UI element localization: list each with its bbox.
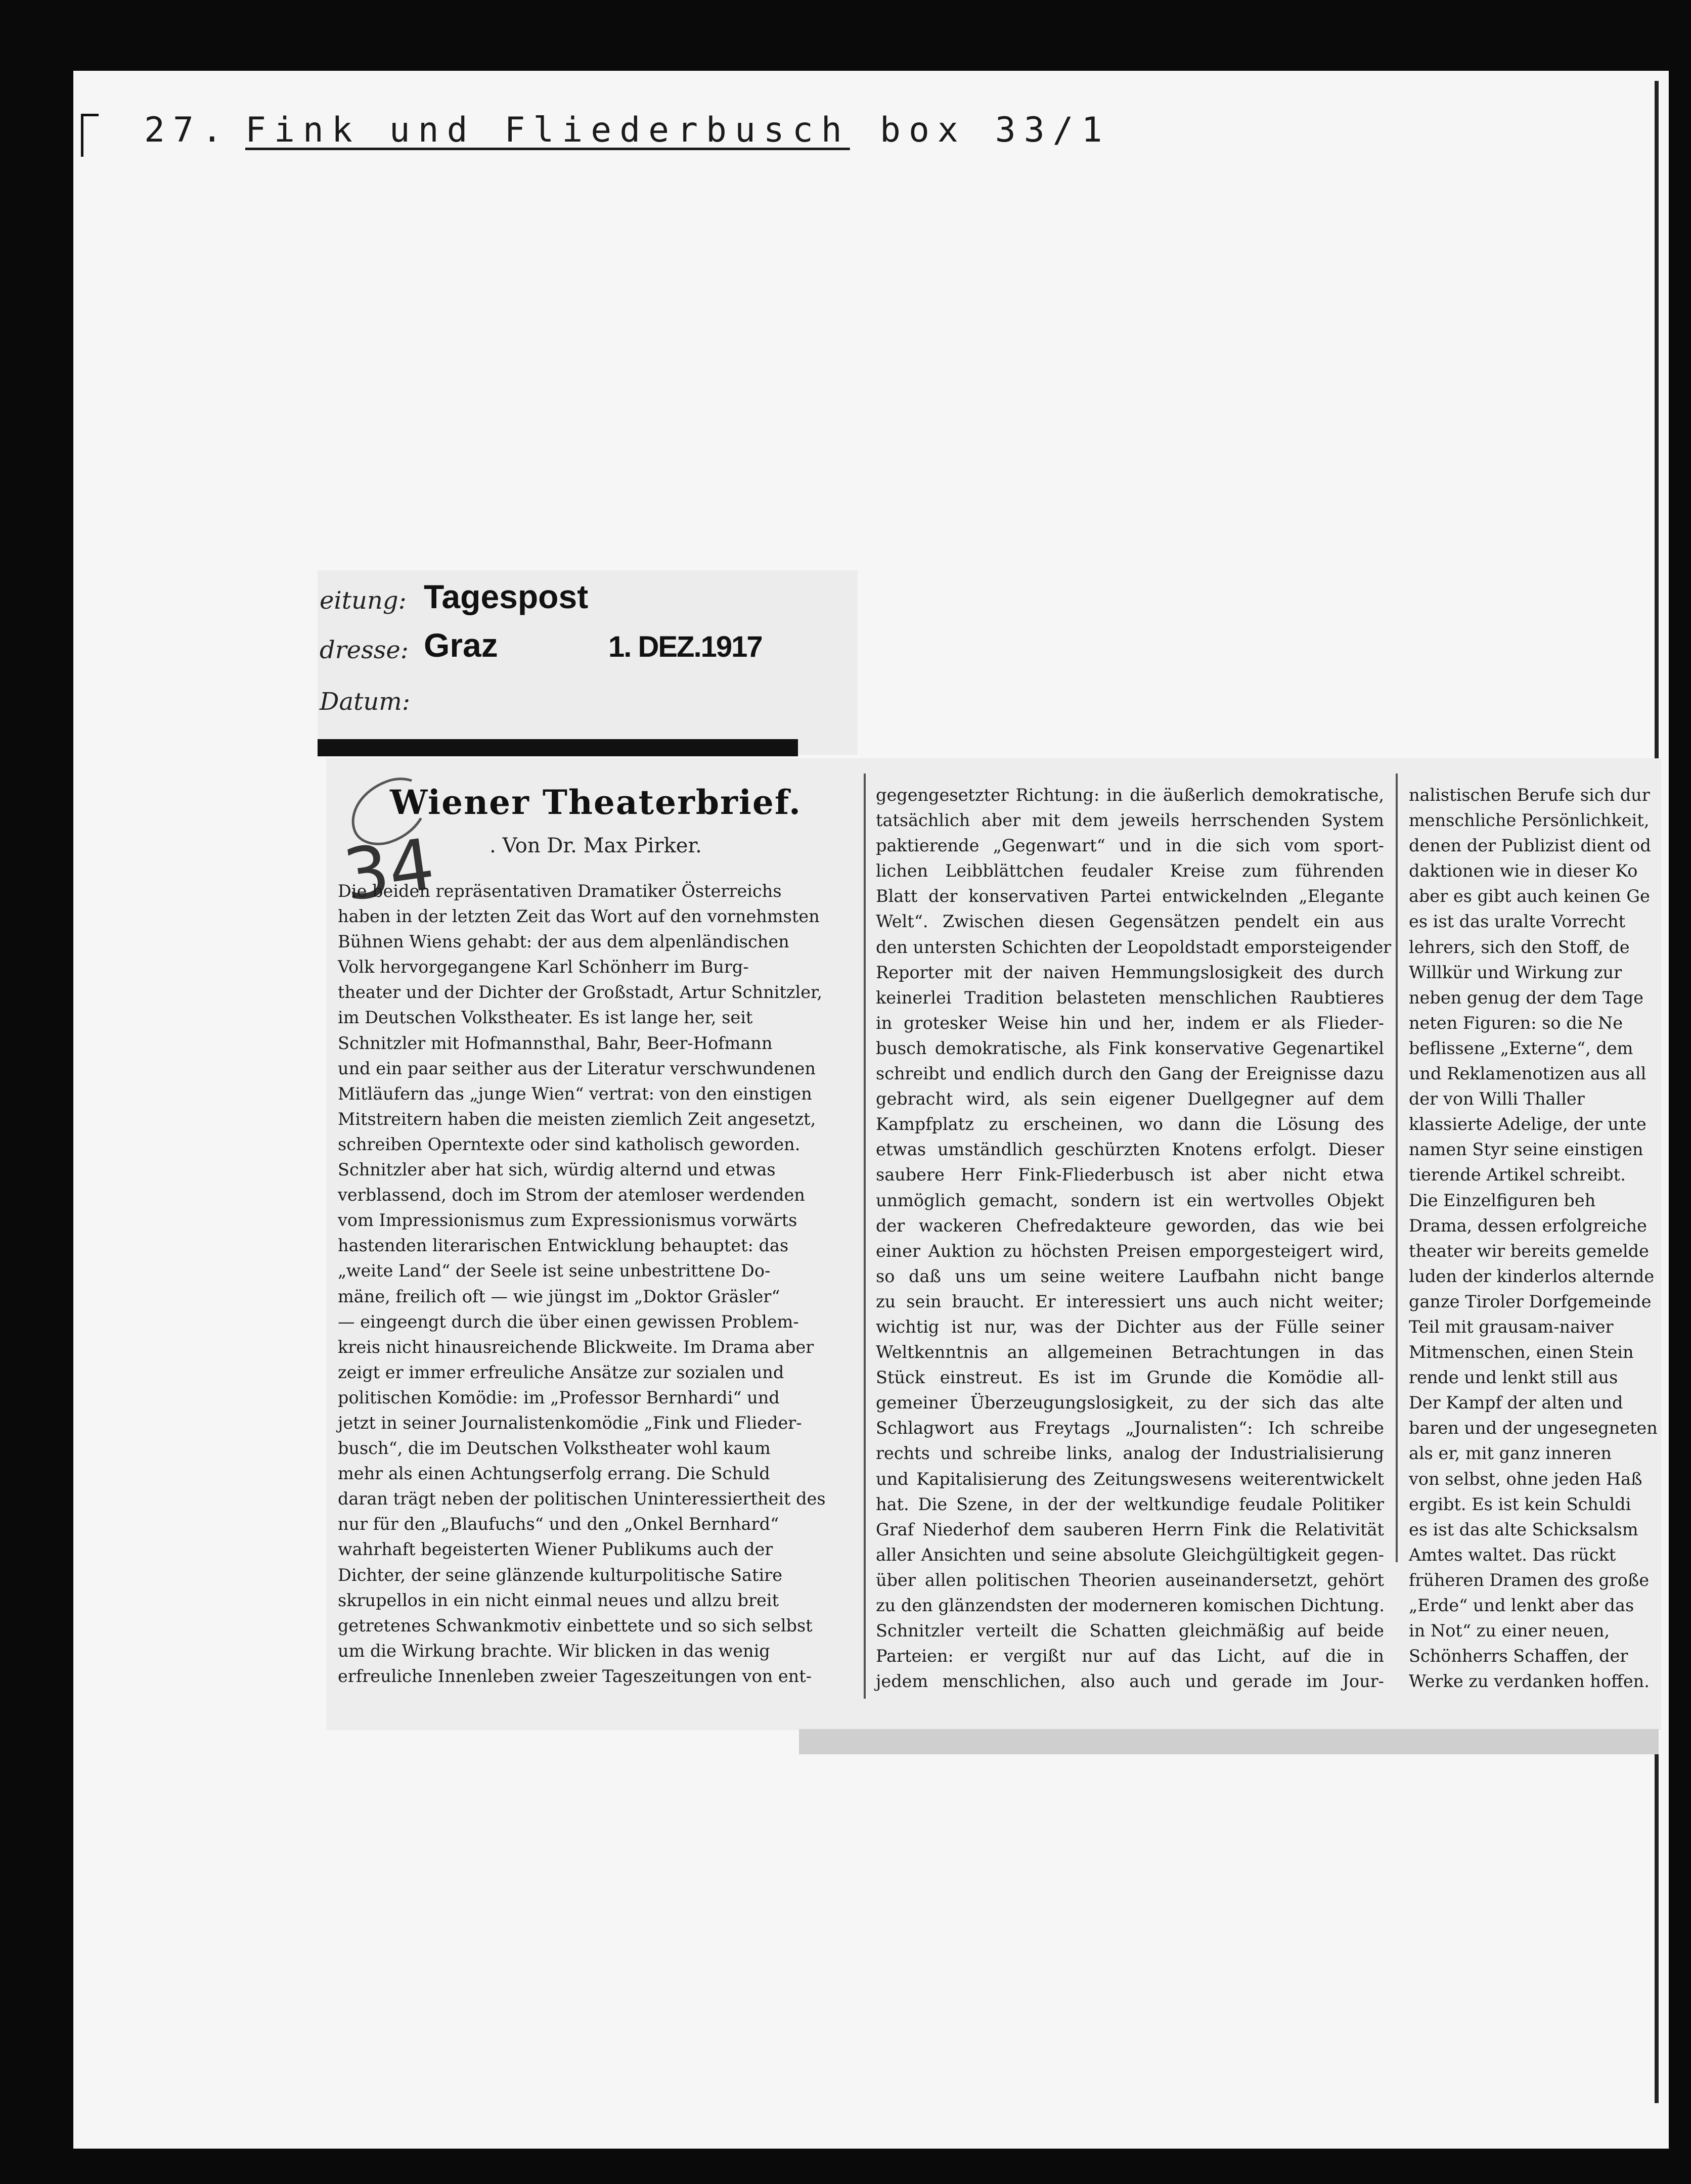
article-line: daran trägt neben der politischen Uninteressiertheit des [338,1489,826,1509]
article-line: über allen politischen Theorien auseinandersetzt, gehört [876,1570,1384,1590]
article-line: saubere Herr Fink-Fliederbusch ist aber nicht etwa [876,1165,1384,1185]
folder-number: 27. [144,110,231,150]
article-line: beflissene „Externe“, dem [1409,1038,1633,1058]
column-rule [1396,774,1398,1562]
article-line: und Reklamenotizen aus all [1409,1064,1647,1084]
article-line: daktionen wie in dieser Ko [1409,861,1638,881]
article-line: neten Figuren: so die Ne [1409,1013,1623,1033]
article-line: neben genug der dem Tage [1409,987,1644,1008]
article-line: mäne, freilich oft — wie jüngst im „Doktor Gräsler“ [338,1286,780,1306]
article-line: „Erde“ und lenkt aber das [1409,1596,1634,1615]
date-stamp: 1. DEZ.1917 [608,630,762,663]
article-line: namen Styr seine einstigen [1409,1140,1643,1160]
article-line: verblassend, doch im Strom der atemloser werdenden [338,1185,805,1205]
article-line: jetzt in seiner Journalistenkomödie „Fink und Flieder- [338,1413,802,1433]
article-line: Schnitzler verteilt die Schatten gleichmäßig auf beide [876,1621,1384,1641]
article-line: busch“, die im Deutschen Volkstheater wohl kaum [338,1438,771,1459]
article-line: gegengesetzter Richtung: in die äußerlich demokratische, [876,785,1384,805]
article-line: getretenes Schwankmotiv einbettete und so sich selbst [338,1615,813,1635]
article-line: politischen Komödie: im „Professor Bernhardi“ und [338,1387,780,1407]
article-line: gebracht wird, als sein eigener Duellgegner auf dem [876,1089,1384,1109]
label-bar [318,739,798,756]
article-column-1 [338,879,854,1718]
article-line: wichtig ist nur, was der Dichter aus der Fülle seiner [876,1316,1384,1337]
article-line: einer Auktion zu höchsten Preisen emporgesteigert wird, [876,1241,1384,1261]
article-line: hat. Die Szene, in der der weltkundige feudale Politiker [876,1494,1384,1514]
article-line: zeigt er immer erfreuliche Ansätze zur sozialen und [338,1362,784,1382]
article-line: Volk hervorgegangene Karl Schönherr im Burg- [338,957,749,977]
article-line: skrupellos in ein nicht einmal neues und allzu breit [338,1590,779,1610]
article-line: Weltkenntnis an allgemeinen Betrachtungen in das [876,1342,1384,1362]
article-line: um die Wirkung brachte. Wir blicken in das wenig [338,1641,770,1661]
article-line: und Kapitalisierung des Zeitungswesens weiterentwickelt [876,1469,1384,1489]
article-line: nur für den „Blaufuchs“ und den „Onkel Bernhard“ [338,1514,779,1534]
article-byline: . Von Dr. Max Pirker. [490,834,702,857]
article-line: ganze Tiroler Dorfgemeinde [1409,1291,1652,1311]
article-line: lichen Leibblättchen feudaler Kreise zum führenden [876,861,1384,881]
article-line: von selbst, ohne jeden Haß [1409,1469,1642,1489]
adresse-value: Graz [424,626,498,664]
article-line: und ein paar seither aus der Literatur verschwundenen [338,1058,816,1078]
article-line: zu sein braucht. Er interessiert uns auch nicht weiter; [876,1291,1384,1311]
article-line: im Deutschen Volkstheater. Es ist lange her, seit [338,1008,753,1028]
article-line: unmöglich gemacht, sondern ist ein wertvolles Objekt [876,1190,1384,1210]
article-line: etwas umständlich geschürzten Knotens erfolgt. Dieser [876,1140,1384,1160]
zeitung-label: eitung: [320,586,407,615]
article-line: Blatt der konservativen Partei entwickelnden „Elegante [876,886,1384,906]
article-line: busch demokratische, als Fink konservative Gegenartikel [876,1038,1384,1058]
article-line: kreis nicht hinausreichende Blickweite. Im Drama aber [338,1337,814,1357]
article-line: gemeiner Überzeugungslosigkeit, zu der sich das alte [876,1393,1384,1413]
handwritten-number: 34 [338,823,439,918]
article-line: Schönherrs Schaffen, der [1409,1646,1628,1666]
article-line: rende und lenkt still aus [1409,1368,1618,1388]
article-line: aber es gibt auch keinen Ge [1409,886,1650,906]
article-line: denen der Publizist dient od [1409,836,1651,856]
article-line: zu den glänzendsten der moderneren komischen Dichtung. [876,1596,1385,1615]
article-line: schreibt und endlich durch den Gang der Ereignisse dazu [876,1064,1384,1084]
article-line: mehr als einen Achtungserfolg errang. Die Schuld [338,1464,770,1484]
article-line: tierende Artikel schreibt. [1409,1165,1626,1185]
article-line: Schnitzler aber hat sich, würdig alternd und etwas [338,1160,776,1180]
article-line: theater und der Dichter der Großstadt, Artur Schnitzler, [338,982,823,1003]
article-line: den untersten Schichten der Leopoldstadt emporsteigender [876,937,1392,957]
article-line: theater wir bereits gemelde [1409,1241,1649,1261]
article-line: Amtes waltet. Das rückt [1409,1544,1616,1565]
article-line: Mitstreitern haben die meisten ziemlich Zeit angesetzt, [338,1109,816,1129]
article-line: paktierende „Gegenwart“ und in die sich vom sport- [876,836,1384,856]
article-line: früheren Dramen des große [1409,1570,1650,1590]
article-line: keinerlei Tradition belasteten menschlichen Raubtieres [876,987,1384,1008]
article-line: Reporter mit der naiven Hemmungslosigkeit des durch [876,962,1384,982]
article-line: Werke zu verdanken hoffen. [1409,1671,1650,1692]
article-line: Graf Niederhof dem sauberen Herrn Fink die Relativität [876,1519,1384,1539]
article-column-3 [1409,783,1676,1692]
article-line: klassierte Adelige, der unte [1409,1114,1647,1134]
article-line: in grotesker Weise hin und her, indem er als Flieder- [876,1013,1384,1033]
article-line: aller Ansichten und seine absolute Gleichgültigkeit gegen- [876,1544,1384,1565]
article-line: es ist das uralte Vorrecht [1409,912,1626,932]
article-line: Der Kampf der alten und [1409,1393,1623,1413]
article-line: lehrers, sich den Stoff, de [1409,937,1630,957]
article-line: nalistischen Berufe sich dur [1409,785,1650,805]
article-line: Mitläufern das „junge Wien“ vertrat: von den einstigen [338,1083,812,1104]
article-title: Wiener Theaterbrief. [390,783,802,822]
article-line: „weite Land“ der Seele ist seine unbestrittene Do- [338,1261,771,1281]
article-line: jedem menschlichen, also auch und gerade im Jour- [876,1671,1384,1692]
article-line: vom Impressionismus zum Expressionismus vorwärts [338,1210,797,1231]
article-line: Kampfplatz zu erscheinen, wo dann die Lösung des [876,1114,1384,1134]
article-line: der von Willi Thaller [1409,1089,1585,1109]
corner-bracket [81,114,99,157]
article-line: Welt“. Zwischen diesen Gegensätzen pendelt ein aus [876,912,1384,932]
article-line: Dichter, der seine glänzende kulturpolitische Satire [338,1565,783,1585]
article-line: Bühnen Wiens gehabt: der aus dem alpenländischen [338,932,789,952]
article-line: Schlagwort aus Freytags „Journalisten“: Ich schreibe [876,1418,1384,1438]
article-line: rechts und schreibe links, analog der Industrialisierung [876,1443,1384,1464]
column-rule [864,774,866,1699]
article-line: Schnitzler mit Hofmannsthal, Bahr, Beer-Hofmann [338,1033,773,1053]
article-line: Die Einzelfiguren beh [1409,1190,1596,1210]
datum-label: Datum: [320,688,410,716]
folder-title: Fink und Fliederbusch [245,110,850,150]
article-line: Parteien: er vergißt nur auf das Licht, auf die in [876,1646,1384,1666]
article-line: baren und der ungesegneten [1409,1418,1658,1438]
article-line: hastenden literarischen Entwicklung behauptet: das [338,1236,789,1256]
article-line: tatsächlich aber mit dem jeweils herrschenden System [876,810,1384,831]
article-line: Stück einstreut. Es ist im Grunde die Komödie all- [876,1368,1384,1388]
article-line: — eingeengt durch die über einen gewissen Problem- [338,1311,799,1332]
clipping-shadow [799,1729,1659,1754]
article-line: schreiben Operntexte oder sind katholisch geworden. [338,1134,800,1154]
article-line: Teil mit grausam-naiver [1409,1316,1614,1337]
article-line: haben in der letzten Zeit das Wort auf den vornehmsten [338,906,820,927]
article-column-2 [876,783,1392,1708]
clipping-label [318,570,858,755]
article-line: so daß uns um seine weitere Laufbahn nicht bange [876,1266,1384,1286]
article-line: Mitmenschen, einen Stein [1409,1342,1634,1362]
article-line: Drama, dessen erfolgreiche [1409,1215,1647,1236]
box-number: box 33/1 [880,110,1110,150]
article-line: es ist das alte Schicksalsm [1409,1519,1638,1539]
article-line: luden der kinderlos alternde [1409,1266,1655,1286]
article-line: erfreuliche Innenleben zweier Tageszeitungen von ent- [338,1666,812,1686]
article-line: menschliche Persönlichkeit, [1409,810,1650,831]
article-line: wahrhaft begeisterten Wiener Publikums auch der [338,1539,773,1560]
article-line: ergibt. Es ist kein Schuldi [1409,1494,1631,1514]
article-line: in Not“ zu einer neuen, [1409,1621,1610,1641]
article-line: der wackeren Chefredakteure geworden, das wie bei [876,1215,1384,1236]
adresse-label: dresse: [320,636,409,664]
article-line: Willkür und Wirkung zur [1409,962,1622,982]
article-line: Die beiden repräsentativen Dramatiker Österreichs [338,881,782,901]
article-line: als er, mit ganz inneren [1409,1443,1612,1464]
zeitung-value: Tagespost [424,578,589,615]
